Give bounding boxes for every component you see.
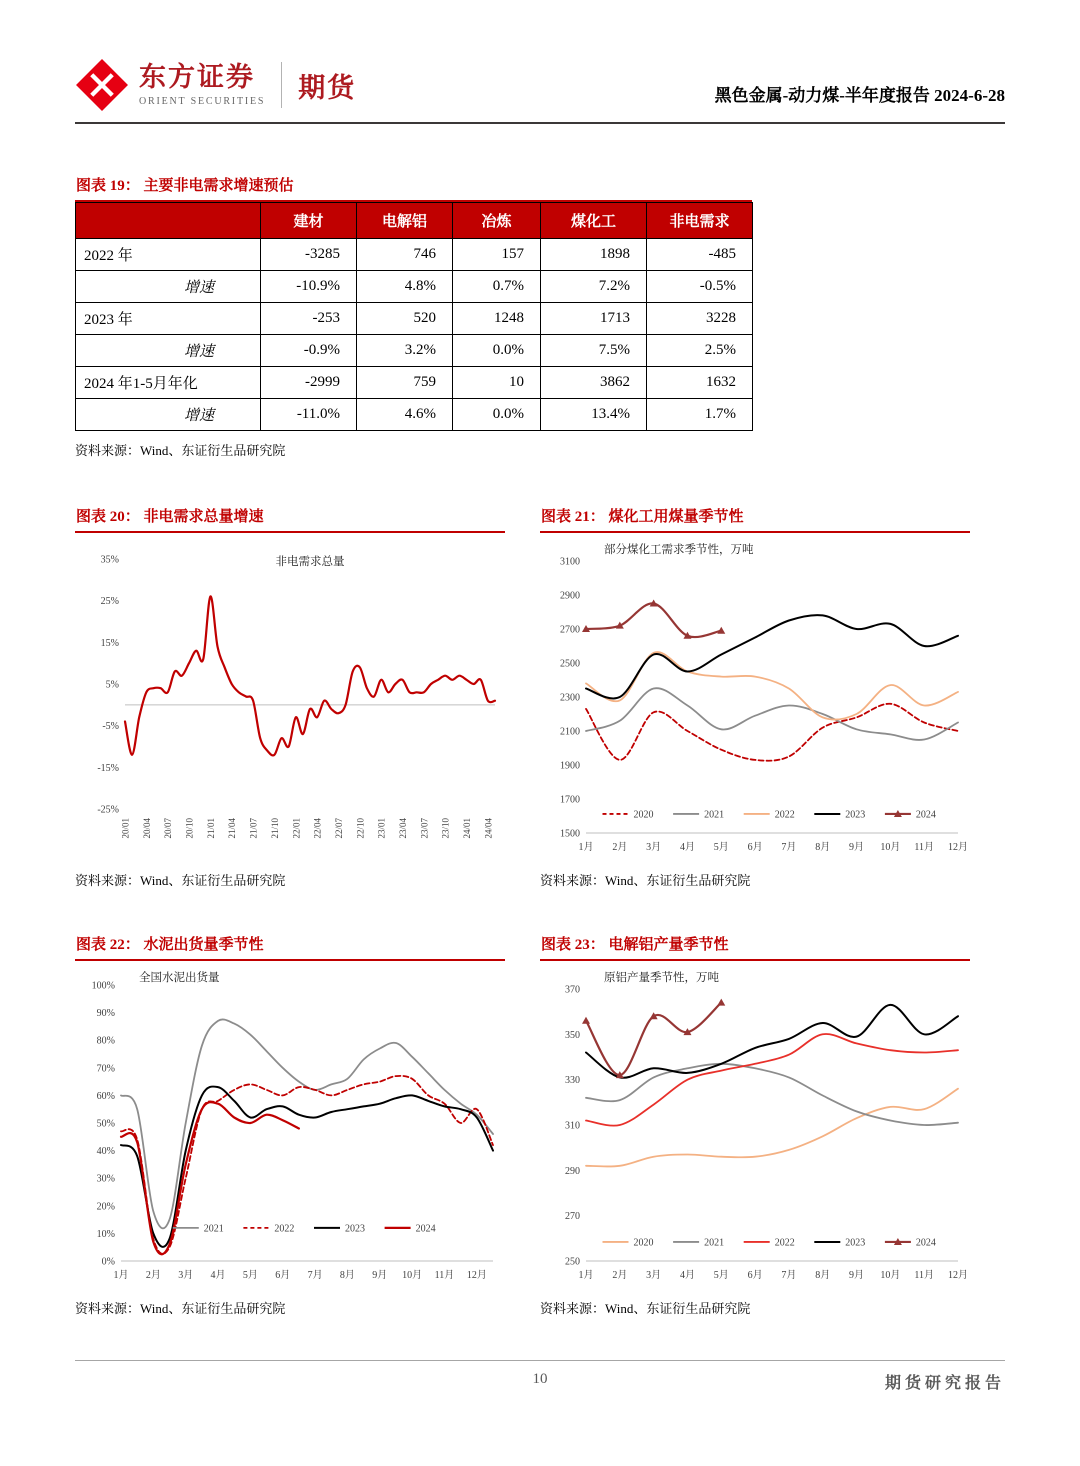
- value-cell: 2.5%: [647, 335, 753, 367]
- svg-text:21/07: 21/07: [248, 818, 259, 839]
- value-cell: 4.6%: [357, 399, 453, 431]
- svg-text:21/01: 21/01: [205, 818, 216, 839]
- svg-text:2022: 2022: [274, 1223, 295, 1235]
- svg-text:5月: 5月: [242, 1270, 258, 1281]
- cement-shipment-seasonality-chart: [75, 965, 505, 1295]
- value-cell: 0.0%: [453, 399, 541, 431]
- svg-text:20/04: 20/04: [141, 818, 152, 839]
- svg-text:30%: 30%: [96, 1173, 115, 1185]
- table-header-cell: 电解铝: [357, 203, 453, 239]
- svg-text:原铝产量季节性，万吨: 原铝产量季节性，万吨: [604, 972, 719, 984]
- svg-text:6月: 6月: [747, 1270, 763, 1281]
- table-header-cell: 煤化工: [541, 203, 647, 239]
- svg-text:7月: 7月: [781, 842, 797, 853]
- figure-22-title: 图表 22： 水泥出货量季节性: [75, 933, 505, 961]
- svg-text:80%: 80%: [96, 1035, 115, 1047]
- svg-text:23/04: 23/04: [398, 818, 408, 839]
- svg-text:250: 250: [565, 1256, 580, 1268]
- svg-text:21/10: 21/10: [269, 818, 280, 839]
- svg-text:10月: 10月: [402, 1270, 423, 1281]
- svg-text:2500: 2500: [560, 658, 580, 670]
- svg-text:310: 310: [565, 1120, 580, 1132]
- svg-text:50%: 50%: [96, 1118, 115, 1130]
- svg-text:21/04: 21/04: [227, 818, 238, 839]
- svg-text:6月: 6月: [275, 1270, 291, 1281]
- footer-report-type: 期货研究报告: [884, 1375, 1005, 1392]
- figure-23-title: 图表 23： 电解铝产量季节性: [540, 933, 970, 961]
- figure-19-section: [75, 174, 1005, 459]
- svg-text:270: 270: [565, 1211, 580, 1223]
- value-cell: -3285: [261, 239, 357, 271]
- svg-text:35%: 35%: [100, 554, 119, 566]
- brand-diamond-icon: [75, 58, 129, 112]
- brand-name-cn: 东方证券: [139, 62, 255, 93]
- svg-text:70%: 70%: [96, 1063, 115, 1075]
- table-row: [76, 335, 753, 367]
- figure-21-title: 图表 21： 煤化工用煤量季节性: [540, 505, 970, 533]
- svg-text:5月: 5月: [713, 842, 729, 853]
- svg-text:4月: 4月: [210, 1270, 226, 1281]
- figure-21-source: 资料来源：Wind、东证衍生品研究院: [540, 873, 751, 888]
- svg-text:60%: 60%: [96, 1090, 115, 1102]
- svg-text:7月: 7月: [307, 1270, 323, 1281]
- svg-text:8月: 8月: [815, 1270, 831, 1281]
- svg-text:7月: 7月: [781, 1270, 797, 1281]
- svg-text:20/10: 20/10: [184, 818, 195, 839]
- svg-text:11月: 11月: [914, 1270, 935, 1281]
- table-row: [76, 239, 753, 271]
- svg-text:部分煤化工需求季节性，万吨: 部分煤化工需求季节性，万吨: [604, 544, 754, 556]
- svg-text:1900: 1900: [560, 760, 580, 772]
- svg-text:全国水泥出货量: 全国水泥出货量: [139, 972, 220, 984]
- svg-text:-25%: -25%: [97, 804, 119, 816]
- svg-text:24/04: 24/04: [483, 818, 494, 839]
- svg-text:0%: 0%: [101, 1256, 115, 1268]
- value-cell: 13.4%: [541, 399, 647, 431]
- svg-text:3100: 3100: [560, 556, 580, 568]
- svg-text:2月: 2月: [612, 842, 628, 853]
- value-cell: 0.7%: [453, 271, 541, 303]
- value-cell: 4.8%: [357, 271, 453, 303]
- value-cell: 3862: [541, 367, 647, 399]
- value-cell: 520: [357, 303, 453, 335]
- svg-text:2月: 2月: [145, 1270, 161, 1281]
- figure-19-source: 资料来源：Wind、东证衍生品研究院: [75, 443, 286, 458]
- non-power-demand-growth-chart: [75, 537, 505, 867]
- row-label-cell: 2024 年1-5月年化: [76, 367, 261, 399]
- svg-text:2023: 2023: [845, 1237, 866, 1249]
- svg-text:2020: 2020: [633, 809, 654, 821]
- svg-text:1月: 1月: [113, 1270, 129, 1281]
- svg-text:11月: 11月: [914, 842, 935, 853]
- value-cell: -253: [261, 303, 357, 335]
- svg-text:2100: 2100: [560, 726, 580, 738]
- svg-text:2024: 2024: [415, 1223, 436, 1235]
- value-cell: 3.2%: [357, 335, 453, 367]
- value-cell: -11.0%: [261, 399, 357, 431]
- svg-text:2021: 2021: [704, 809, 725, 821]
- svg-text:2700: 2700: [560, 624, 580, 636]
- svg-text:2021: 2021: [203, 1223, 224, 1235]
- value-cell: 1713: [541, 303, 647, 335]
- table-header-cell: [76, 203, 261, 239]
- figure-20-source: 资料来源：Wind、东证衍生品研究院: [75, 873, 286, 888]
- value-cell: -10.9%: [261, 271, 357, 303]
- svg-text:12月: 12月: [466, 1270, 487, 1281]
- svg-text:2021: 2021: [704, 1237, 725, 1249]
- svg-text:1700: 1700: [560, 794, 580, 806]
- value-cell: 746: [357, 239, 453, 271]
- row-label-cell: 增速: [76, 271, 261, 303]
- value-cell: 7.5%: [541, 335, 647, 367]
- svg-text:20/01: 20/01: [120, 818, 131, 839]
- svg-text:23/01: 23/01: [376, 818, 387, 839]
- header-rule: [75, 122, 1005, 124]
- value-cell: 1898: [541, 239, 647, 271]
- svg-text:2020: 2020: [633, 1237, 654, 1249]
- svg-text:8月: 8月: [815, 842, 831, 853]
- table-header-cell: 非电需求: [647, 203, 753, 239]
- svg-text:350: 350: [565, 1029, 580, 1041]
- svg-text:3月: 3月: [178, 1270, 194, 1281]
- figure-20-block: [75, 505, 505, 889]
- svg-text:330: 330: [565, 1075, 580, 1087]
- value-cell: 1632: [647, 367, 753, 399]
- figure-20-title: 图表 20： 非电需求总量增速: [75, 505, 505, 533]
- svg-text:2024: 2024: [915, 809, 936, 821]
- row-label-cell: 2022 年: [76, 239, 261, 271]
- value-cell: 0.0%: [453, 335, 541, 367]
- svg-text:22/10: 22/10: [355, 818, 366, 839]
- coal-chemical-seasonality-chart: [540, 537, 970, 867]
- figure-23-block: [540, 933, 970, 1317]
- svg-text:9月: 9月: [849, 842, 865, 853]
- figure-22-source: 资料来源：Wind、东证衍生品研究院: [75, 1301, 286, 1316]
- page-header: [75, 58, 1005, 112]
- brand-divider: [281, 62, 282, 108]
- svg-text:10月: 10月: [880, 842, 901, 853]
- row-label-cell: 增速: [76, 399, 261, 431]
- row-label-cell: 2023 年: [76, 303, 261, 335]
- svg-text:40%: 40%: [96, 1146, 115, 1158]
- svg-text:12月: 12月: [948, 1270, 968, 1281]
- value-cell: 3228: [647, 303, 753, 335]
- value-cell: 157: [453, 239, 541, 271]
- svg-text:2022: 2022: [774, 1237, 795, 1249]
- brand-futures-label: 期货: [298, 72, 357, 103]
- svg-text:-15%: -15%: [97, 762, 119, 774]
- svg-text:2300: 2300: [560, 692, 580, 704]
- svg-text:8月: 8月: [339, 1270, 355, 1281]
- svg-text:非电需求总量: 非电需求总量: [275, 556, 345, 568]
- demand-forecast-table: [75, 202, 753, 431]
- value-cell: 759: [357, 367, 453, 399]
- svg-text:1月: 1月: [578, 1270, 594, 1281]
- svg-text:12月: 12月: [948, 842, 968, 853]
- table-row: [76, 367, 753, 399]
- table-row: [76, 303, 753, 335]
- svg-text:10%: 10%: [96, 1228, 115, 1240]
- figure-23-source: 资料来源：Wind、东证衍生品研究院: [540, 1301, 751, 1316]
- svg-text:9月: 9月: [849, 1270, 865, 1281]
- svg-text:1月: 1月: [578, 842, 594, 853]
- figure-22-block: [75, 933, 505, 1317]
- svg-text:22/07: 22/07: [333, 818, 344, 839]
- page-footer: [75, 1360, 1005, 1407]
- svg-text:4月: 4月: [679, 1270, 695, 1281]
- svg-text:1500: 1500: [560, 828, 580, 840]
- svg-text:5月: 5月: [713, 1270, 729, 1281]
- report-title: 黑色金属-动力煤-半年度报告 2024-6-28: [714, 86, 1005, 105]
- brand-text: [139, 63, 265, 107]
- value-cell: 1.7%: [647, 399, 753, 431]
- svg-text:-5%: -5%: [102, 721, 119, 733]
- svg-text:2月: 2月: [612, 1270, 628, 1281]
- svg-text:20/07: 20/07: [163, 818, 174, 839]
- table-row: [76, 399, 753, 431]
- value-cell: -0.9%: [261, 335, 357, 367]
- charts-grid: [75, 505, 1005, 1317]
- svg-text:22/04: 22/04: [312, 818, 323, 839]
- svg-text:3月: 3月: [646, 842, 662, 853]
- svg-text:23/10: 23/10: [440, 818, 451, 839]
- svg-text:25%: 25%: [100, 596, 119, 608]
- svg-text:10月: 10月: [880, 1270, 901, 1281]
- page-number: 10: [532, 1371, 548, 1387]
- value-cell: -485: [647, 239, 753, 271]
- svg-text:2024: 2024: [915, 1237, 936, 1249]
- svg-text:4月: 4月: [679, 842, 695, 853]
- svg-text:370: 370: [565, 984, 580, 996]
- svg-text:90%: 90%: [96, 1008, 115, 1020]
- brand-name-en: ORIENT SECURITIES: [139, 95, 266, 107]
- svg-text:2900: 2900: [560, 590, 580, 602]
- value-cell: 10: [453, 367, 541, 399]
- table-row: [76, 271, 753, 303]
- svg-text:2022: 2022: [774, 809, 795, 821]
- figure-19-title: 图表 19： 主要非电需求增速预估: [75, 174, 752, 202]
- table-header-cell: 建材: [261, 203, 357, 239]
- value-cell: 1248: [453, 303, 541, 335]
- row-label-cell: 增速: [76, 335, 261, 367]
- svg-text:2023: 2023: [845, 809, 866, 821]
- svg-text:20%: 20%: [96, 1201, 115, 1213]
- aluminum-output-seasonality-chart: [540, 965, 970, 1295]
- svg-text:100%: 100%: [91, 980, 115, 992]
- svg-text:290: 290: [565, 1165, 580, 1177]
- svg-text:15%: 15%: [100, 637, 119, 649]
- orient-securities-logo: [75, 58, 356, 112]
- svg-text:11月: 11月: [434, 1270, 455, 1281]
- figure-21-block: [540, 505, 970, 889]
- svg-text:9月: 9月: [372, 1270, 388, 1281]
- svg-text:3月: 3月: [646, 1270, 662, 1281]
- value-cell: 7.2%: [541, 271, 647, 303]
- svg-text:22/01: 22/01: [291, 818, 302, 839]
- svg-text:23/07: 23/07: [419, 818, 430, 839]
- value-cell: -0.5%: [647, 271, 753, 303]
- svg-text:2023: 2023: [345, 1223, 365, 1235]
- table-header-cell: 冶炼: [453, 203, 541, 239]
- svg-text:5%: 5%: [105, 679, 119, 691]
- value-cell: -2999: [261, 367, 357, 399]
- svg-text:24/01: 24/01: [462, 818, 473, 839]
- svg-text:6月: 6月: [747, 842, 763, 853]
